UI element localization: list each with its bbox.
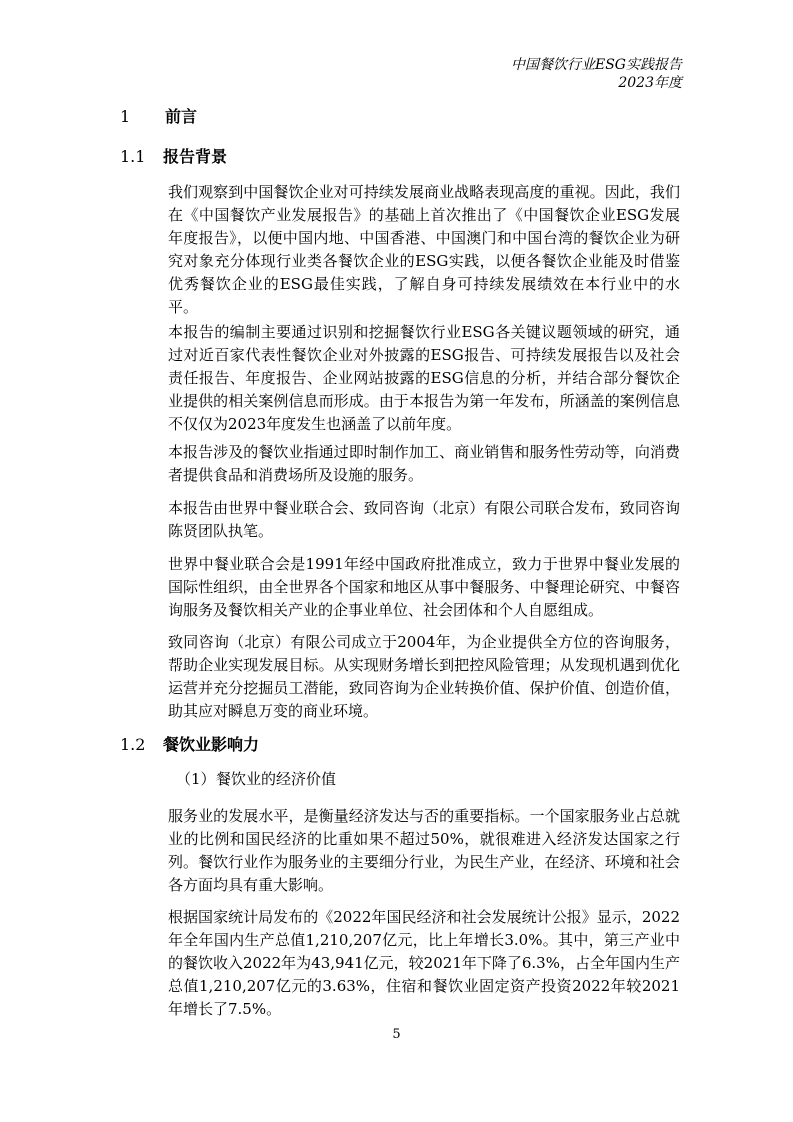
page-number: 5 bbox=[392, 1027, 401, 1042]
report-year: 2023年度 bbox=[618, 75, 682, 91]
section-title: 餐饮业影响力 bbox=[163, 735, 260, 754]
paragraph: 本报告的编制主要通过识别和挖掘餐饮行业ESG各关键议题领域的研究，通过对近百家代表性餐饮企业对外披露的ESG报告、可持续发展报告以及社会责任报告、年度报告、企业网站披露的ESG信息的分析，并结合部分餐饮企业提供的相关案例信息而形成。由于本报告为第一年发布，所涵盖的案例信息不仅仅为2023年度发生也涵盖了以前年度。 bbox=[168, 323, 680, 433]
paragraph: 服务业的发展水平，是衡量经济发达与否的重要指标。一个国家服务业占总就业的比例和国民经济的比重如果不超过50%，就很难进入经济发达国家之行列。餐饮行业作为服务业的主要细分行业，为民生产业，在经济、环境和社会各方面均具有重大影响。 bbox=[168, 807, 680, 894]
section-heading-1 bbox=[120, 106, 197, 128]
paragraph: 我们观察到中国餐饮企业对可持续发展商业战略表现高度的重视。因此，我们在《中国餐饮产业发展报告》的基础上首次推出了《中国餐饮企业ESG发展年度报告》，以便中国内地、中国香港、中国澳门和中国台湾的餐饮企业为研究对象充分体现行业类各餐饮企业的ESG实践，以便各餐饮企业能及时借鉴优秀餐饮企业的ESG最佳实践，了解自身可持续发展绩效在本行业中的水平。 bbox=[168, 183, 680, 316]
report-title: 中国餐饮行业ESG实践报告 bbox=[511, 57, 682, 73]
paragraph: 根据国家统计局发布的《2022年国民经济和社会发展统计公报》显示，2022年全年国内生产总值1,210,207亿元，比上年增长3.0%。其中，第三产业中的餐饮收入2022年为43,941亿元，较2021年下降了6.3%，占全年国内生产总值1,210,207亿元的3.63%，住宿和餐饮业固定资产投资2022年较2021年增长了7.5%。 bbox=[168, 908, 680, 1018]
paragraph: 致同咨询（北京）有限公司成立于2004年，为企业提供全方位的咨询服务，帮助企业实现发展目标。从实现财务增长到把控风险管理；从发现机遇到优化运营并充分挖掘员工潜能，致同咨询为企业转换价值、保护价值、创造价值，助其应对瞬息万变的商业环境。 bbox=[168, 633, 680, 720]
subsection-heading bbox=[176, 768, 336, 790]
paragraph: 本报告涉及的餐饮业指通过即时制作加工、商业销售和服务性劳动等，向消费者提供食品和消费场所及设施的服务。 bbox=[168, 443, 680, 484]
paragraph: 世界中餐业联合会是1991年经中国政府批准成立，致力于世界中餐业发展的国际性组织，由全世界各个国家和地区从事中餐服务、中餐理论研究、中餐咨询服务及餐饮相关产业的企事业单位、社会团体和个人自愿组成。 bbox=[168, 555, 680, 619]
running-header bbox=[511, 56, 682, 92]
section-number: 1 bbox=[120, 107, 131, 126]
subsection-number: （1） bbox=[176, 770, 216, 788]
subsection-title: 餐饮业的经济价值 bbox=[216, 770, 337, 788]
section-heading-1-1 bbox=[120, 146, 227, 168]
section-title: 前言 bbox=[165, 107, 198, 126]
paragraph: 本报告由世界中餐业联合会、致同咨询（北京）有限公司联合发布，致同咨询陈贤团队执笔。 bbox=[168, 499, 680, 540]
section-number: 1.1 bbox=[120, 147, 146, 166]
section-heading-1-2 bbox=[120, 734, 259, 756]
section-title: 报告背景 bbox=[163, 147, 228, 166]
section-number: 1.2 bbox=[120, 735, 146, 754]
